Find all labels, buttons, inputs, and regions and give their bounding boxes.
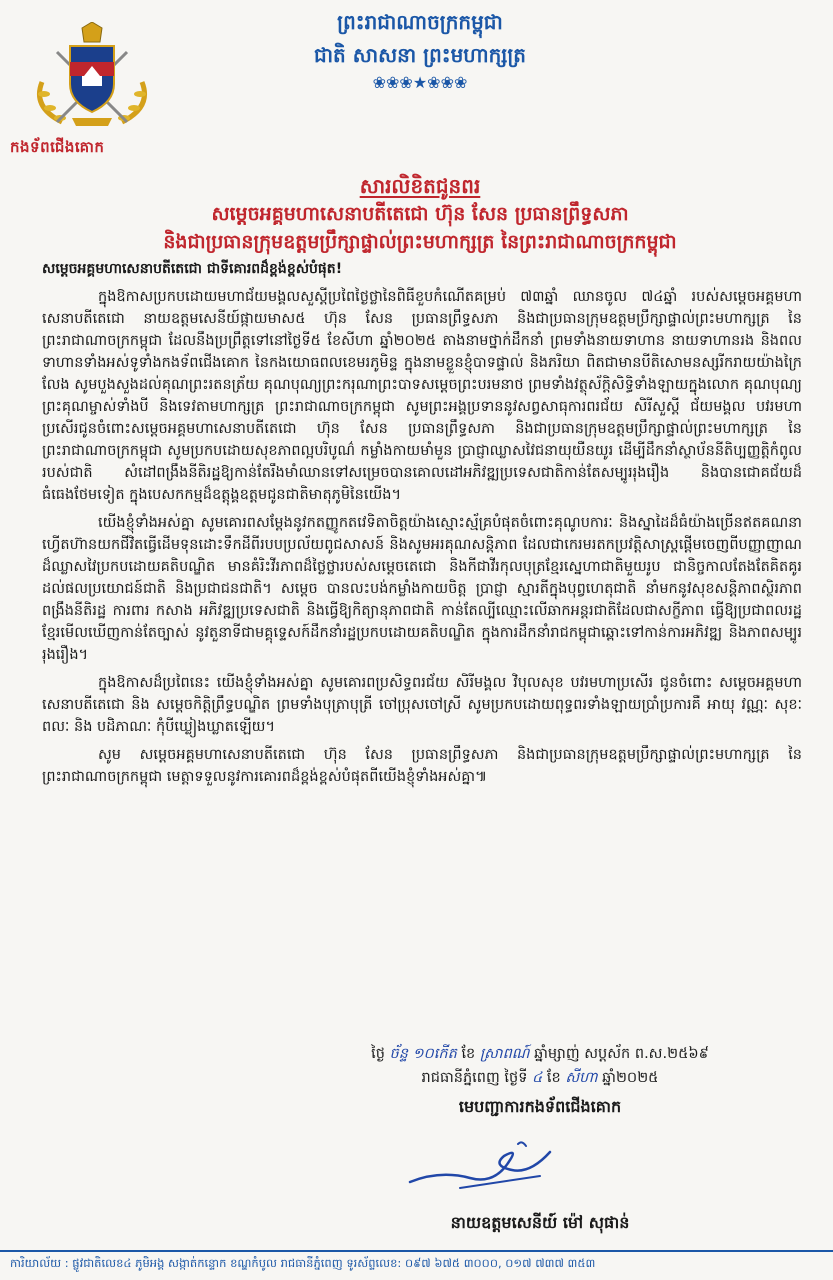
letter-title: សារលិខិតជូនពរ (359, 174, 481, 198)
kingdom-name: ព្រះរាជាណាចក្រកម្ពុជា (337, 10, 503, 34)
lunar-month: ស្រាពណ៍ (479, 1046, 530, 1062)
lunar-day: ១០កើត (412, 1046, 457, 1062)
ornament-divider: ❀❀❀★❀❀❀ (372, 73, 468, 92)
signer-title: មេបញ្ជាការកងទ័ពជើងគោក (458, 1097, 622, 1116)
lunar-month-prefix: ខែ (461, 1046, 476, 1062)
lunar-date-line (300, 1042, 780, 1066)
footer-divider (0, 1250, 833, 1252)
signer-name: នាយឧត្តមសេនីយ៍ ម៉ៅ សុផាន់ (450, 1213, 630, 1232)
letter-title-block (20, 172, 820, 256)
lunar-year: ឆ្នាំម្សាញ់ សប្តស័ក ព.ស.២៥៦៩ (534, 1046, 709, 1062)
recipient-line-1: សម្តេចអគ្គមហាសេនាបតីតេជោ ហ៊ុន សែន ប្រធានព្រឹទ្ធសភា (211, 203, 629, 225)
body-paragraph-3: ក្នុងឱកាសដ៏ប្រពៃនេះ យើងខ្ញុំទាំងអស់គ្នា សូមគោរពប្រសិទ្ធពរជ័យ សិរីមង្គល វិបុលសុខ បវរមហាប្រសើរ ជូនចំពោះ សម្តេចអគ្គមហាសេនាបតីតេជោ និង សម្តេចកិត្តិព្រឹទ្ធបណ្ឌិត ព្រមទាំងបុត្រាបុត្រី ចៅប្រុសចៅស្រី សូមប្រកបដោយពុទ្ធពរទាំងឡាយប្រាំប្រការគឺ អាយុ វណ្ណៈ សុខៈ ពលៈ និង បដិភាណៈ កុំបីឃ្លៀងឃ្លាតឡើយ។ (42, 675, 802, 735)
handwritten-signature (400, 1130, 570, 1200)
footer-address: ការិយាល័យ : ផ្លូវជាតិលេខ៤ ភូមិអង្គ សង្កាត់កន្ទោក ខណ្ឌកំបូល រាជធានីភ្នំពេញ ទូរស័ព្ទលេខ: ០៩៧ ៦៧៥ ៣០០០, ០១៧ ៧៣៧ ៣៥៣ (10, 1256, 596, 1270)
letter-body (42, 286, 802, 794)
month-label: ខែ (546, 1070, 561, 1086)
national-motto: ជាតិ សាសនា ព្រះមហាក្សត្រ (314, 43, 526, 67)
unit-name: កងទ័ពជើងគោក (10, 138, 105, 156)
body-paragraph-1: ក្នុងឱកាសប្រកបដោយមហាជ័យមង្គលសួស្តីប្រពៃថ្ងៃថ្លានៃពិធីខួបកំណើតគម្រប់ ៧៣ឆ្នាំ ឈានចូល ៧៤ឆ្នាំ របស់សម្តេចអគ្គមហាសេនាបតីតេជោ នាយឧត្តមសេនីយ៍ផ្កាយមាស៥ ហ៊ុន សែន ប្រធានព្រឹទ្ធសភា និងជាប្រធានក្រុមឧត្តមប្រឹក្សាផ្ទាល់ព្រះមហាក្សត្រ នៃព្រះរាជាណាចក្រកម្ពុជា ដែលនឹងប្រព្រឹត្តទៅនៅថ្ងៃទី៥ ខែសីហា ឆ្នាំ២០២៥ តាងនាមថ្នាក់ដឹកនាំ ព្រមទាំងនាយទាហាន នាយទាហានរង និងពលទាហានទាំងអស់ទូទាំងកងទ័ពជើងគោក នៃកងយោធពលខេមរភូមិន្ទ ក្នុងនាមខ្លួនខ្ញុំបាទផ្ទាល់ និងភរិយា ពិតជាមានបីតិសោមនស្សរីករាយយ៉ាងក្រៃលែង សូមបួងសួងដល់គុណព្រះរតនត្រ័យ គុណបុណ្យព្រះករុណាព្រះបាទសម្តេចព្រះបរមនាថ ព្រមទាំងវត្ថុស័ក្តិសិទ្ធិទាំងឡាយក្នុងលោក គុណបុណ្យព្រះគុណម្ចាស់ទាំងបី និងទេវតាមហាក្សត្រ ព្រះរាជាណាចក្រកម្ពុជា សូមព្រះអង្គប្រទាននូវសព្វសាធុការពរជ័យ សិរីសួស្តី ជ័យមង្គល បវរមហាប្រសើរជូនចំពោះសម្តេចអគ្គមហាសេនាបតីតេជោ ហ៊ុន សែន ប្រធានព្រឹទ្ធសភា និងជាប្រធានក្រុមឧត្តមប្រឹក្សាផ្ទាល់ព្រះមហាក្សត្រ នៃព្រះរាជាណាចក្រកម្ពុជា សូមប្រកបដោយសុខភាពល្អបរិបូណ៌ កម្លាំងកាយមាំមួន ប្រាជ្ញាឈ្លាសវៃជនាយុយឺនយូរ ដើម្បីដឹកនាំស្ថាប័ននីតិប្បញ្ញត្តិកំពូល របស់ជាតិ សំដៅពង្រឹងនីតិរដ្ឋឱ្យកាន់តែរឹងមាំឈានទៅសម្រេចបានគោលដៅអភិវឌ្ឍប្រទេសជាតិកាន់តែសម្បូររុងរឿង និងបានជោគជ័យដ៏ធំធេងថែមទៀត ក្នុងបេសកកម្មដ៏ឧត្តុង្គឧត្តមជូនជាតិមាតុភូមិនៃយើង។ (42, 289, 802, 503)
date-block (300, 1042, 780, 1090)
lunar-weekday: ច័ន្ទ (389, 1046, 408, 1062)
solar-day: ៤ (532, 1070, 543, 1086)
army-emblem-logo (22, 22, 162, 132)
body-paragraph-4: សូម សម្តេចអគ្គមហាសេនាបតីតេជោ ហ៊ុន សែន ប្រធានព្រឹទ្ធសភា និងជាប្រធានក្រុមឧត្តមប្រឹក្សាផ្ទាល់ព្រះមហាក្សត្រ នៃព្រះរាជាណាចក្រកម្ពុជា មេត្តាទទួលនូវការគោរពដ៏ខ្ពង់ខ្ពស់បំផុតពីយើងខ្ញុំទាំងអស់គ្នា៕ (42, 747, 802, 785)
solar-year: ឆ្នាំ២០២៥ (602, 1070, 659, 1086)
salutation: សម្តេចអគ្គមហាសេនាបតីតេជោ ជាទីគោរពដ៏ខ្ពង់ខ្ពស់បំផុត! (42, 261, 343, 277)
lunar-prefix: ថ្ងៃ (371, 1046, 385, 1062)
recipient-line-2: និងជាប្រធានក្រុមឧត្តមប្រឹក្សាផ្ទាល់ព្រះមហាក្សត្រ នៃព្រះរាជាណាចក្រកម្ពុជា (163, 231, 677, 253)
kingdom-header (250, 8, 590, 94)
solar-date-line (300, 1066, 780, 1090)
place-prefix: រាជធានីភ្នំពេញ ថ្ងៃទី (421, 1070, 528, 1086)
solar-month: សីហា (565, 1070, 598, 1086)
body-paragraph-2: យើងខ្ញុំទាំងអស់គ្នា សូមគោរពសម្តែងនូវកតញ្ញូកតវេទិតាចិត្តយ៉ាងស្មោះស្ម័គ្របំផុតចំពោះគុណូបការៈ និងស្នាដៃដ៏ធំយ៉ាងច្រើនឥតគណនា ហ្វើតហ៊ានយកជីវិតធ្វើដើមទុនដោះទឹកដីពីរបបប្រល័យពូជសាសន៍ និងសូមអរគុណសន្តិភាព ដែលជាកេរមរតកប្រវត្តិសាស្ត្រផ្តើមចេញពីបញ្ញាញាណដ៏ឈ្លាសវៃប្រកបដោយគតិបណ្ឌិត មានគំរិះវីរភាពដ៏ថ្លៃថ្លារបស់សម្តេចតេជោ និងកីជាវីរកុលបុត្រខ្មែរស្នេហាជាតិមួយរូប ជានិច្ចកាលតែងតែគិតគូរដល់ផលប្រយោជន៍ជាតិ និងប្រជាជនជាតិ។ សម្តេច បានលះបង់កម្លាំងកាយចិត្ត ប្រាជ្ញា ស្មារតីក្នុងបុព្វហេតុជាតិ នាំមកនូវសុខសន្តិភាពស្ថិរភាព ពង្រឹងនីតិរដ្ឋ ការពារ កសាង អភិវឌ្ឍប្រទេសជាតិ និងធ្វើឱ្យកិត្យានុភាពជាតិ កាន់តែល្បីឈ្មោះលើឆាកអន្តរជាតិដែលជាសក្ខីភាព ធ្វើឱ្យប្រជាពលរដ្ឋខ្មែរមើលឃើញកាន់តែច្បាស់ នូវតួនាទីជាមគ្គុទ្ទេសក៍ដឹកនាំរដ្ឋប្រកបដោយគតិបណ្ឌិត ក្នុងការដឹកនាំរាជកម្ពុជាឆ្ពោះទៅកាន់ការអភិវឌ្ឍ និងភាពសម្បូររុងរឿង។ (42, 515, 802, 663)
